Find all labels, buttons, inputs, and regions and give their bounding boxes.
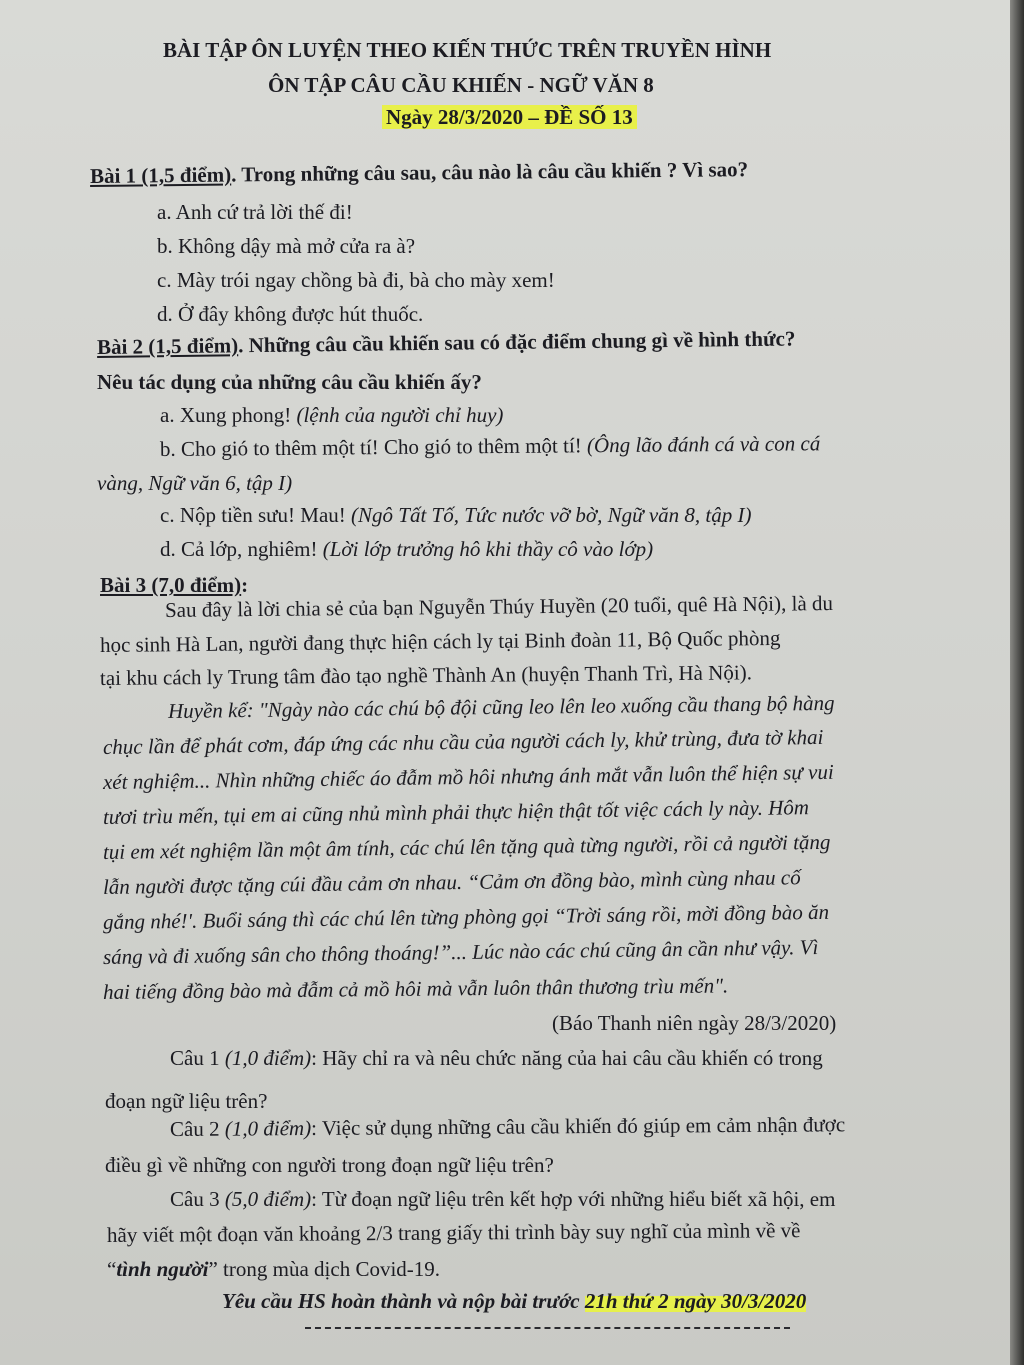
quote-line-1: Huyền kể: "Ngày nào các chú bộ đội cũng leo lên leo xuống cầu thang bộ hàng bbox=[167, 690, 835, 723]
bai1-question bbox=[90, 156, 748, 189]
cau2-label: Câu 2 bbox=[169, 1116, 225, 1141]
cau1-text: : Hãy chỉ ra và nêu chức năng của hai câu cầu khiến có trong bbox=[311, 1046, 823, 1070]
bai1-item-c: c. Mày trói ngay chồng bà đi, bà cho mày xem! bbox=[157, 268, 555, 292]
bai2-item-b bbox=[160, 430, 820, 462]
page-edge-shadow bbox=[1010, 0, 1024, 1365]
bai2-question bbox=[97, 325, 796, 360]
bai2-item-c-source: (Ngô Tất Tố, Tức nước vỡ bờ, Ngữ văn 8, tập I) bbox=[351, 503, 752, 527]
bai1-heading: Bài 1 (1,5 điểm) bbox=[89, 162, 232, 188]
quote-source: (Báo Thanh niên ngày 28/3/2020) bbox=[552, 1011, 837, 1035]
bai3-intro-line-3: tại khu cách ly Trung tâm đào tạo nghề Thành An (huyện Thanh Trì, Hà Nội). bbox=[99, 660, 752, 690]
bai2-item-c bbox=[160, 502, 751, 528]
cau3-quote-close: ” trong mùa dịch Covid-19. bbox=[208, 1257, 441, 1281]
quote-line-4: tươi trìu mến, tụi em ai cũng nhủ mình phải thực hiện thật tốt việc cách ly này. Hôm bbox=[102, 795, 810, 829]
cau3-quote-open: “ bbox=[107, 1257, 117, 1281]
title-line-2: ÔN TẬP CÂU CẦU KHIẾN - NGỮ VĂN 8 bbox=[268, 73, 654, 97]
quote-line-8: sáng và đi xuống sân cho thông thoáng!”... Lúc nào các chú cũng ân cần như vậy. Vì bbox=[102, 935, 819, 969]
cau1 bbox=[170, 1045, 823, 1071]
quote-line-2: chục lần để phát cơm, đáp ứng các nhu cầu của người cách ly, khử trùng, đưa tờ khai bbox=[102, 724, 824, 759]
cau2-text: : Việc sử dụng những câu cầu khiến đó giúp em cảm nhận được bbox=[311, 1112, 846, 1141]
title-line-1: BÀI TẬP ÔN LUYỆN THEO KIẾN THỨC TRÊN TRUYỀN HÌNH bbox=[163, 38, 772, 62]
quote-line-5: tụi em xét nghiệm lần một âm tính, các chú lên tặng quà từng người, rồi cả người tặng bbox=[102, 829, 831, 864]
bai3-heading-line bbox=[100, 572, 248, 598]
bai3-heading: Bài 3 (7,0 điểm) bbox=[100, 573, 242, 597]
cau2-cont: điều gì về những con người trong đoạn ngữ liệu trên? bbox=[105, 1153, 554, 1177]
bai2-item-a bbox=[160, 402, 503, 428]
quote-line-3: xét nghiệm... Nhìn những chiếc áo đẫm mồ hôi nhưng ánh mắt vẫn luôn thể hiện sự vui bbox=[102, 759, 834, 794]
bai2-item-a-source: (lệnh của người chỉ huy) bbox=[296, 403, 504, 427]
bai2-item-c-text: c. Nộp tiền sưu! Mau! bbox=[160, 503, 352, 527]
bai2-question-text: . Những câu cầu khiến sau có đặc điểm chung gì về hình thức? bbox=[237, 326, 796, 358]
bai3-intro-line-2: học sinh Hà Lan, người đang thực hiện cách ly tại Binh đoàn 11, Bộ Quốc phòng bbox=[99, 625, 781, 657]
bai1-item-d: d. Ở đây không được hút thuốc. bbox=[157, 302, 424, 326]
bai2-item-b-text: b. Cho gió to thêm một tí! Cho gió to thêm một tí! bbox=[159, 433, 588, 461]
cau1-points: (1,0 điểm) bbox=[224, 1046, 312, 1070]
cau2 bbox=[170, 1111, 845, 1142]
bai1-item-a: a. Anh cứ trả lời thế đi! bbox=[157, 200, 353, 224]
cau3-term: tình người bbox=[116, 1257, 209, 1281]
bai2-question-cont: Nêu tác dụng của những câu cầu khiến ấy? bbox=[97, 370, 482, 394]
quote-line-7: gắng nhé!'. Buổi sáng thì các chú lên từng phòng gọi “Trời sáng rồi, mời đồng bào ăn bbox=[102, 899, 830, 934]
quote-line-9: hai tiếng đồng bào mà đẫm cả mồ hôi mà vẫn luôn thân thương trìu mến". bbox=[102, 973, 729, 1004]
cau2-points: (1,0 điểm) bbox=[224, 1116, 312, 1141]
bai3-colon: : bbox=[241, 573, 249, 597]
footer-deadline: 21h thứ 2 ngày 30/3/2020 bbox=[584, 1289, 807, 1313]
bai2-item-d-text: d. Cả lớp, nghiêm! bbox=[160, 537, 323, 561]
bai3-intro-line-1: Sau đây là lời chia sẻ của bạn Nguyễn Thúy Huyền (20 tuổi, quê Hà Nội), là du bbox=[164, 591, 834, 622]
date-line bbox=[382, 104, 637, 130]
bai2-item-b-source: (Ông lão đánh cá và con cá bbox=[586, 431, 821, 458]
cau1-label: Câu 1 bbox=[170, 1046, 225, 1070]
quote-line-6: lẫn người được tặng cúi đầu cảm ơn nhau. “Cảm ơn đồng bào, mình cùng nhau cố bbox=[102, 865, 801, 899]
bai2-item-a-text: a. Xung phong! bbox=[160, 403, 297, 427]
cau3 bbox=[170, 1186, 835, 1212]
bai1-question-text: . Trong những câu sau, câu nào là câu cầu khiến ? Vì sao? bbox=[231, 157, 749, 187]
footer-requirement-text: Yêu cầu HS hoàn thành và nộp bài trước bbox=[222, 1289, 585, 1313]
date-highlight: Ngày 28/3/2020 – ĐỀ SỐ 13 bbox=[382, 105, 637, 129]
cau1-cont: đoạn ngữ liệu trên? bbox=[105, 1089, 268, 1113]
dashed-divider bbox=[305, 1327, 790, 1329]
footer-requirement bbox=[222, 1288, 806, 1314]
cau3-points: (5,0 điểm) bbox=[224, 1187, 312, 1211]
bai2-heading: Bài 2 (1,5 điểm) bbox=[96, 333, 239, 359]
cau3-label: Câu 3 bbox=[170, 1187, 225, 1211]
cau3-cont: hãy viết một đoạn văn khoảng 2/3 trang giấy thi trình bày suy nghĩ của mình về về bbox=[106, 1218, 801, 1247]
bai2-item-b-source-cont: vàng, Ngữ văn 6, tập I) bbox=[97, 471, 293, 495]
bai2-item-d-source: (Lời lớp trưởng hô khi thầy cô vào lớp) bbox=[322, 537, 654, 561]
bai2-item-d bbox=[160, 536, 653, 562]
cau3-text: : Từ đoạn ngữ liệu trên kết hợp với những hiểu biết xã hội, em bbox=[311, 1187, 836, 1211]
bai1-item-b: b. Không dậy mà mở cửa ra à? bbox=[157, 234, 416, 258]
cau3-cont-2 bbox=[107, 1256, 440, 1282]
